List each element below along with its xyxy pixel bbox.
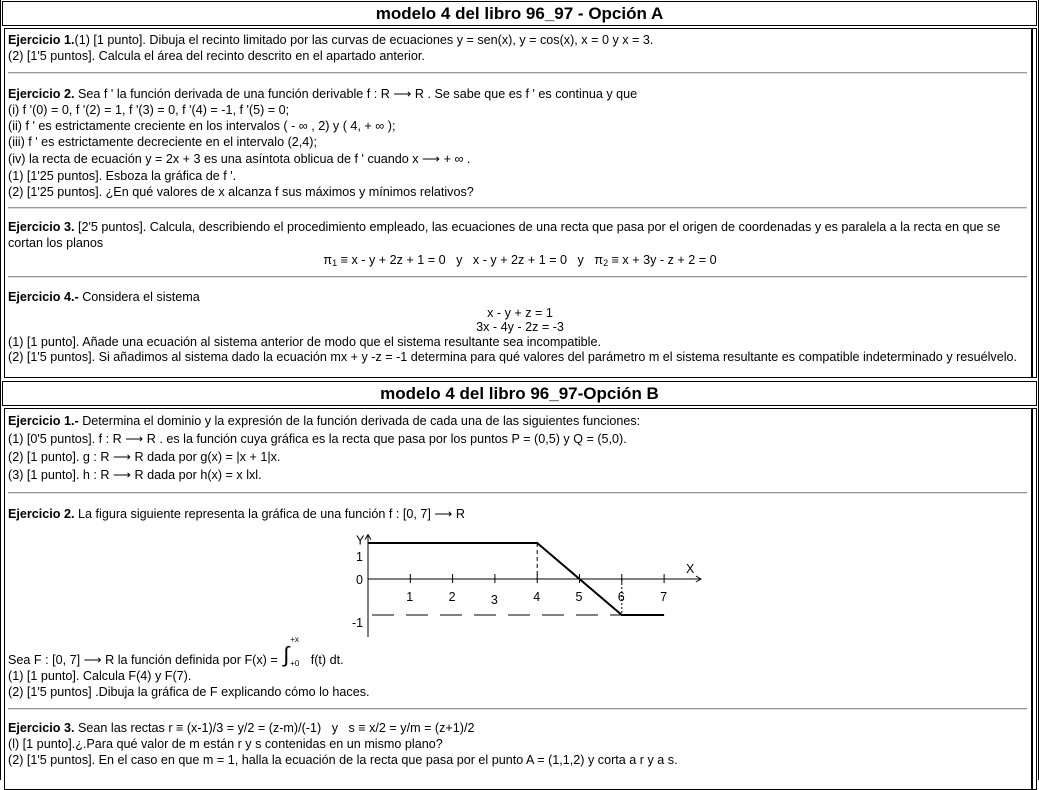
b-ej2-def-pre: Sea F : [0, 7] ⟶ R la función definida por F(x) = bbox=[8, 653, 281, 667]
a-ej2-line2: (i) f '(0) = 0, f '(2) = 1, f '(3) = 0, f '(4) = -1, f '(5) = 0; bbox=[8, 102, 1032, 118]
b-ej3-intro: Sean las rectas r ≡ (x-1)/3 = y/2 = (z-m)/(-1) y s ≡ x/2 = y/m = (z+1)/2 bbox=[75, 721, 475, 735]
integral-upper-limit: +x bbox=[290, 632, 299, 648]
b-ej2-intro: La figura siguiente representa la gráfica de una función f : [0, 7] ⟶ R bbox=[75, 507, 466, 521]
plane-2-eq: ≡ x + 3y - z + 2 = 0 bbox=[608, 253, 717, 267]
a-ej3-text bbox=[8, 219, 1028, 251]
b-ej1-intro: Determina el dominio y la expresión de la función derivada de cada una de las siguientes funciones: bbox=[79, 414, 640, 428]
b-ej1-label: Ejercicio 1.- bbox=[8, 414, 79, 428]
a-ej1-label: Ejercicio 1. bbox=[8, 33, 75, 47]
b-ej2-line1 bbox=[8, 506, 1032, 522]
a-ej4-label: Ejercicio 4.- bbox=[8, 290, 79, 304]
separator bbox=[8, 492, 1027, 494]
a-ej2-line3: (ii) f ' es estrictamente creciente en los intervalos ( - ∞ , 2) y ( 4, + ∞ ); bbox=[8, 118, 1032, 134]
option-a-title: modelo 4 del libro 96_97 - Opción A bbox=[376, 4, 664, 23]
a-ej1-line1 bbox=[8, 32, 1032, 48]
x-tick-label: 1 bbox=[406, 590, 413, 604]
a-ej2-label: Ejercicio 2. bbox=[8, 87, 75, 101]
b-ej2-label: Ejercicio 2. bbox=[8, 507, 75, 521]
b-ej2-part2: (2) [1'5 puntos] .Dibuja la gráfica de F explicando cómo lo haces. bbox=[8, 684, 1032, 700]
b-ej2-def-post: f(t) dt. bbox=[311, 653, 344, 667]
integral-lower-limit: +0 bbox=[290, 656, 299, 672]
b-ej3-line1 bbox=[8, 720, 1032, 736]
pi-sub-2: 2 bbox=[603, 258, 608, 268]
a-ej4-part2: (2) [1'5 puntos]. Si añadimos al sistema dado la ecuación mx + y -z = -1 determina para qué valores del parámetro m el sistema resultante es compatible indeterminado y resuélvelo. bbox=[8, 350, 1030, 365]
separator bbox=[8, 72, 1027, 74]
a-ej3-body: [2'5 puntos]. Calcula, describiendo el procedimiento empleado, las ecuaciones de una recta que pasa por el origen de coordenadas y es paralela a la recta en que se cortan los planos bbox=[8, 220, 1000, 250]
option-a-side-cell bbox=[1031, 28, 1037, 378]
a-ej4-eq2: 3x - 4y - 2z = -3 bbox=[8, 319, 1032, 334]
option-a-heading bbox=[2, 1, 1037, 26]
a-ej4-intro: Considera el sistema bbox=[79, 290, 200, 304]
a-ej4-eq1: x - y + z = 1 bbox=[8, 305, 1032, 319]
separator bbox=[8, 276, 1027, 278]
option-b-content bbox=[4, 408, 1033, 790]
b-ej3-part2: (2) [1'5 puntos]. En el caso en que m = 1, halla la ecuación de la recta que pasa por el punto A = (1,1,2) y corta a r y a s. bbox=[8, 752, 1032, 768]
b-ej3-label: Ejercicio 3. bbox=[8, 721, 75, 735]
option-b-side-cell bbox=[1031, 408, 1037, 790]
x-tick-label: 4 bbox=[533, 590, 540, 604]
b-ej1-part1: (1) [0'5 puntos]. f : R ⟶ R . es la función cuya gráfica es la recta que pasa por los puntos P = (0,5) y Q = (5,0). bbox=[8, 430, 1032, 448]
a-ej4-line1 bbox=[8, 289, 1032, 305]
separator bbox=[8, 708, 1027, 710]
x-tick-label: 7 bbox=[660, 590, 667, 604]
y-tick-label: -1 bbox=[352, 616, 363, 630]
a-ej1-line2: (2) [1'5 puntos]. Calcula el área del recinto descrito en el apartado anterior. bbox=[8, 48, 1032, 64]
x-tick-label: 6 bbox=[618, 590, 625, 604]
a-ej2-text1: Sea f ' la función derivada de una función derivable f : R ⟶ R . Se sabe que es f ' es continua y que bbox=[75, 87, 638, 101]
a-ej3-label: Ejercicio 3. bbox=[8, 220, 75, 234]
outer-frame-left bbox=[0, 0, 1, 780]
a-ej2-line1 bbox=[8, 86, 1032, 102]
a-ej2-line6: (1) [1'25 puntos]. Esboza la gráfica de f '. bbox=[8, 168, 1032, 184]
function-graph bbox=[334, 522, 734, 642]
b-ej1-part3: (3) [1 punto]. h : R ⟶ R dada por h(x) = x lxl. bbox=[8, 466, 1032, 484]
x-tick-label: 3 bbox=[491, 593, 498, 607]
a-ej2-line4: (iii) f ' es estrictamente decreciente en el intervalo (2,4); bbox=[8, 134, 1032, 150]
b-ej3-part1: (l) [1 punto].¿.Para qué valor de m están r y s contenidas en un mismo plano? bbox=[8, 736, 1032, 752]
option-b-title: modelo 4 del libro 96_97-Opción B bbox=[380, 384, 659, 403]
b-ej1-part2: (2) [1 punto]. g : R ⟶ R dada por g(x) = |x + 1|x. bbox=[8, 448, 1032, 466]
b-ej2-part1: (1) [1 punto]. Calcula F(4) y F(7). bbox=[8, 668, 1032, 684]
separator bbox=[8, 207, 1027, 209]
b-ej1-line1 bbox=[8, 412, 1032, 430]
x-tick-label: 5 bbox=[576, 590, 583, 604]
integral-symbol: ∫ +x +0 bbox=[281, 652, 307, 668]
y-tick-label: 1 bbox=[356, 550, 363, 564]
x-tick-label: 2 bbox=[449, 590, 456, 604]
a-ej2-line5: (iv) la recta de ecuación y = 2x + 3 es una asíntota oblicua de f ' cuando x ⟶ + ∞ . bbox=[8, 150, 1032, 168]
plane-1-eq: ≡ x - y + 2z + 1 = 0 y x - y + 2z + 1 = 0 y bbox=[337, 253, 594, 267]
a-ej2-line7: (2) [1'25 puntos]. ¿En qué valores de x alcanza f sus máximos y mínimos relativos? bbox=[8, 184, 1032, 200]
option-b-heading bbox=[2, 381, 1037, 406]
pi-symbol: π bbox=[323, 253, 332, 267]
pi-sub-1: 1 bbox=[332, 258, 337, 268]
option-a-content bbox=[4, 28, 1033, 378]
graph-container bbox=[8, 522, 1032, 642]
x-axis-label: X bbox=[686, 562, 695, 576]
a-ej1-text1: (1) [1 punto]. Dibuja el recinto limitado por las curvas de ecuaciones y = sen(x), y = cos(x), x = 0 y x = 3. bbox=[75, 33, 654, 47]
pi-symbol: π bbox=[594, 253, 603, 267]
b-ej2-def bbox=[8, 652, 1032, 668]
a-ej4-part1: (1) [1 punto]. Añade una ecuación al sistema anterior de modo que el sistema resultante sea incompatible. bbox=[8, 334, 1032, 350]
a-ej3-planes bbox=[8, 251, 1032, 269]
y-tick-label: 0 bbox=[356, 573, 363, 587]
y-axis-label: Y bbox=[356, 534, 365, 548]
